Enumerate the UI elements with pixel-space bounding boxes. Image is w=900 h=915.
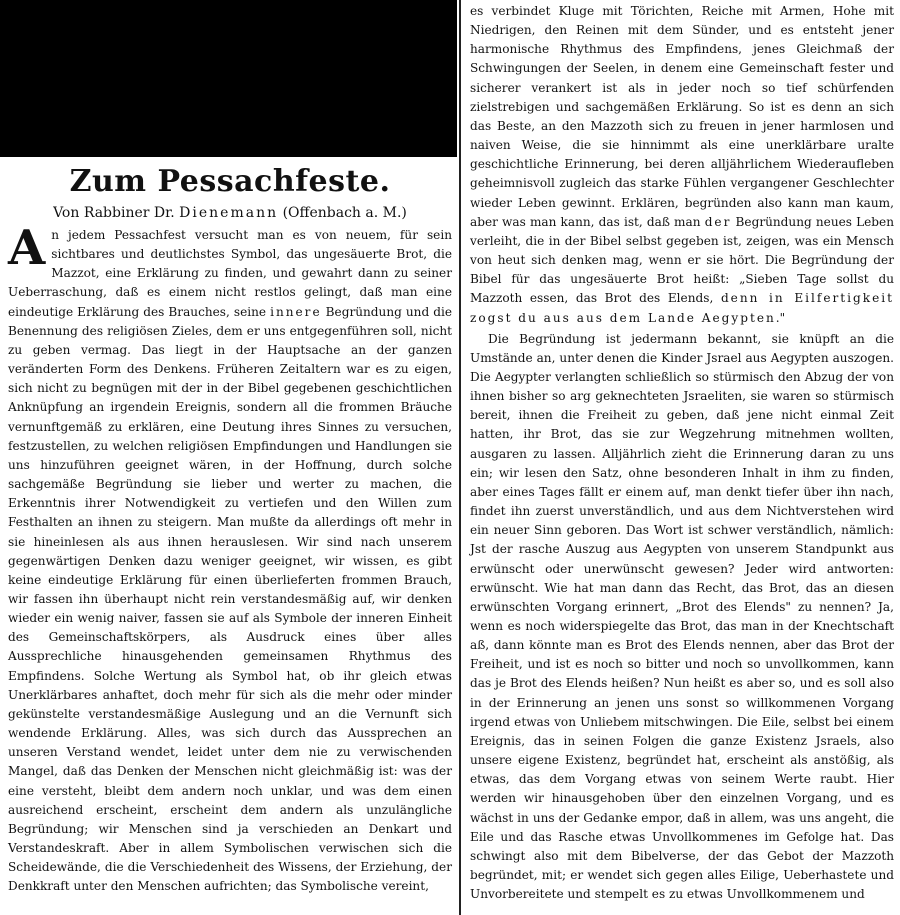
paragraph-2-text-b: Begründung neues Leben verleiht, die in der Bibel selbst gegeben ist, zeigen, was ein Mensch von heut sich denken mag, wenn er sie hört. Die Begründung der Bibel für das ungesäuerte Brot heißt: „Sieben Tage sollst du Mazzoth essen, das Brot des Elends, (470, 214, 894, 306)
byline-prefix: Von Rabbiner Dr. (53, 205, 175, 221)
article-title: Zum Pessachfeste. (69, 164, 391, 199)
byline-suffix: (Offenbach a. M.) (282, 205, 407, 221)
paragraph-1-emphasis: innere (270, 304, 322, 319)
paragraph-1-text-a: n jedem Pessachfest versucht man es von neuem, für sein sichtbares und deutlichstes Symbol, das ungesäuerte Brot, die Mazzot, eine Erklärung zu finden, und gewahrt dann zu seiner Ueberraschung, daß es einem nicht restlos gelingt, daß man eine eindeutige Erklärung des Brauches, seine (8, 228, 452, 319)
paragraph-2-text-a: es verbindet Kluge mit Törichten, Reiche mit Armen, Hohe mit Niedrigen, den Reinen mit dem Sünder, und es entsteht jener harmonische Rhythmus des Empfindens, jenes Gleichmaß der Schwingungen der Seelen, in denem eine Gemeinschaft fester und sicherer verankert ist als in jeder noch so tief schürfenden zielstrebigen und sachgemäßen Erklärung. So ist es denn an sich das Beste, an den Mazzoth sich zu freuen in jener harmlosen und naiven Weise, die sie hinnimmt als eine unerklärbare uralte geschichtliche Erinnerung, bei deren alljährlichem Wiederaufleben geheimnisvoll zugleich das starke Fühlen vergangener Geschlechter wieder Leben gewinnt. Erklären, begründen also kann man kaum, aber was man kann, das ist, daß man (470, 4, 894, 229)
left-column (8, 160, 452, 896)
paragraph-2 (470, 2, 894, 328)
byline-author: Dienemann (179, 205, 279, 221)
column-divider (459, 0, 461, 915)
article-byline (8, 202, 452, 224)
black-masked-area (0, 0, 457, 157)
right-column (470, 2, 894, 904)
paragraph-1 (8, 220, 452, 896)
paragraph-3: Die Begründung ist jedermann bekannt, sie knüpft an die Umstände an, unter denen die Kinder Jsrael aus Aegypten auszogen. Die Aegypter verlangten schließlich so stürmisch den Abzug der von ihnen bisher so arg geknechteten Jsraeliten, sie waren so stürmisch bereit, ihnen die Freiheit zu geben, daß jene nicht einmal Zeit hatten, ihr Brot, das sie zur Wegzehrung mitnehmen wollten, ausgaren zu lassen. Alljährlich zieht die Erinnerung daran zu uns ein; wir lesen den Satz, ohne besonderen Inhalt in ihm zu finden, aber eines Tages fällt er einem auf, man denkt tiefer über ihn nach, findet ihn zuerst unverständlich, und aus dem Nichtverstehen wird ein neuer Sinn geboren. Das Wort ist schwer verständlich, nämlich: Jst der rasche Auszug aus Aegypten von unserem Standpunkt aus erwünscht oder unerwünscht gewesen? Jeder wird antworten: erwünscht. Wie hat man dann das Recht, das Brot, das an diesen erwünschten Vorgang erinnert, „Brot des Elends" zu nennen? Ja, wenn es noch widerspiegelte das Brot, das man in der Knechtschaft aß, dann könnte man es Brot des Elends nennen, aber das Brot der Freiheit, und ist es noch so bitter und noch so unvollkommen, kann das je Brot des Elends heißen? Nun heißt es aber so, und es soll also in der Erinnerung an jenen uns sonst so willkommenen Vorgang irgend etwas von Unliebem mitschwingen. Die Eile, selbst bei einem Ereignis, das in seinen Folgen die ganze Existenz Jsraels, also unsere eigene Existenz, begründet hat, erscheint als anstößig, als etwas, das dem Vorgang etwas von seinem Werte raubt. Hier werden wir hinausgehoben über den einzelnen Vorgang, und es wächst in uns der Gedanke empor, daß in allem, was uns angeht, die Eile und das Rasche etwas Unvollkommenes im Gefolge hat. Das schwingt also mit dem Bibelverse, der das Gebot der Mazzoth begründet, mit; er wendet sich gegen alles Eilige, Ueberhastete und Unvorbereitete und stempelt es zu etwas Unvollkommenem und (470, 331, 894, 902)
paragraph-1-text-b: Begründung und die Benennung des religiösen Zieles, dem er uns entgegenführen soll, nicht zu geben vermag. Das liegt in der Hauptsache an der ganzen veränderten Form des Denkens. Früheren Zeitaltern war es zu eigen, sich nicht zu begnügen mit der in der Bibel gegebenen geschichtlichen Anknüpfung an irgendein Ereignis, sondern all die frommen Bräuche vernunftgemäß zu erklären, eine Deutung ihres Sinnes zu versuchen, festzustellen, zu welchen religiösen Empfindungen und Handlungen sie uns hinzuführen geeignet wären, in der Hoffnung, durch solche sachgemäße Begründung sie lieber und werter zu machen, die Erkenntnis ihrer Notwendigkeit zu vertiefen und den Willen zum Festhalten an ihnen zu steigern. Man mußte da allerdings oft mehr in sie hineinlesen als aus ihnen herauslesen. Wir sind nach unserem gegenwärtigen Denken dazu weniger geeignet, wir wissen, es gibt keine eindeutige Erklärung für einen überlieferten frommen Brauch, wir fassen ihn überhaupt nicht rein verstandesmäßig auf, wir denken wieder ein wenig naiver, fassen sie auf als Symbole der inneren Einheit des Gemeinschaftskörpers, als Ausdruck eines über alles Aussprechliche hinausgehenden gemeinsamen Rhythmus des Empfindens. Solche Wertung als Symbol hat, ob ihr gleich etwas Unerklärbares anhaftet, doch mehr für sich als die mehr oder minder gekünstelte verstandesmäßige Auslegung und an die Vernunft sich wendende Erklärung. Alles, was sich durch das Aussprechen an unseren Verstand wendet, leidet unter dem nie zu verwischenden Mangel, daß das Denken der Menschen nicht gleichmäßig ist: was der eine versteht, bleibt dem andern noch unklar, und was dem einen ausreichend erscheint, erscheint dem andern als unzulängliche Begründung; wir Menschen sind ja verschieden an Denkart und Verstandeskraft. Aber in allem Symbolischen verwischen sich die Scheidewände, die die Verschiedenheit des Wissens, der Erziehung, der Denkkraft unter den Menschen aufrichten; das Symbolische vereint, (8, 304, 452, 894)
paragraph-2-text-c: ." (775, 310, 786, 325)
paragraph-2-emphasis-2: denn in Eilfertigkeit zogst du aus aus dem Lande Aegypten (470, 291, 894, 325)
paragraph-2-emphasis-1: der (704, 214, 732, 229)
drop-cap: A (8, 220, 46, 276)
